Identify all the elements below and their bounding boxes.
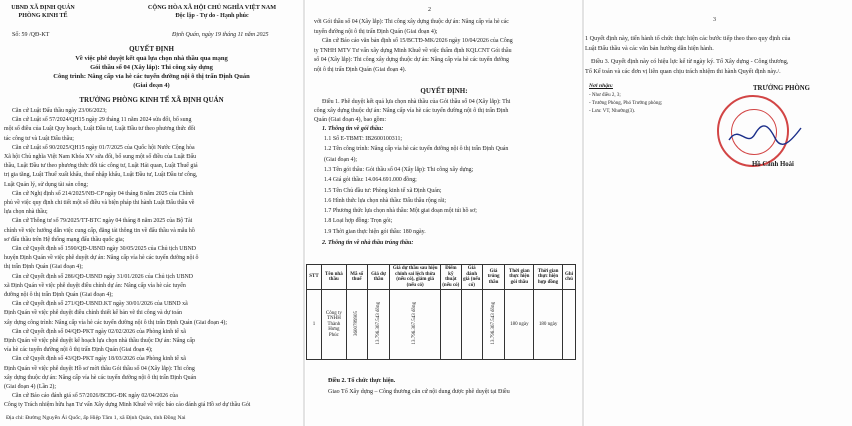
signer-name: Hồ Cảnh Hoài xyxy=(752,161,794,168)
text-line: Căn cứ Luật Đấu thầu ngày 23/06/2023; xyxy=(12,108,107,114)
table-header-row xyxy=(307,265,576,290)
text-line: 1.7 Phương thức lựa chọn nhà thầu: Một giai đoạn một túi hồ sơ; xyxy=(324,208,477,215)
text-line: Định Quán về việc phê duyệt điều chỉnh thiết kế bản vẽ thi công và dự toán xyxy=(4,310,182,317)
doc-number: Số: 59 /QĐ-KT xyxy=(12,32,50,38)
table-header: Thời gian thực hiện hợp đồng xyxy=(534,265,563,290)
table-cell xyxy=(367,290,390,360)
text-line: Căn cứ Luật số 57/2024/QH15 ngày 29 tháng 11 năm 2024 sửa đổi, bổ sung xyxy=(12,117,192,124)
table-header: STT xyxy=(307,265,322,290)
table-header: Điểm kỹ thuật (nếu có) xyxy=(442,266,460,288)
signature xyxy=(725,120,805,150)
text-line: 1.8 Loại hợp đồng: Trọn gói; xyxy=(324,218,393,225)
decision-subtitle-3: Công trình: Nâng cấp vỉa hè các tuyến đường nội ô thị trấn Định Quán xyxy=(53,73,250,80)
tax-code: 3600789905 xyxy=(353,310,359,336)
article-1-continued: Luật Đấu thầu và các văn bản hướng dẫn hiện hành. xyxy=(585,45,714,52)
document-page-2 xyxy=(306,0,582,426)
document-page-3 xyxy=(585,0,852,426)
table-cell: Công ty TNHH Thành Hưng Phúc xyxy=(321,290,346,360)
text-line: 1.1 Số E-TBMT: IB2600100311; xyxy=(324,136,403,142)
text-line: Căn cứ Quyết định số 04/QĐ-PKT ngày 02/02/2026 của Phòng kinh tế xã xyxy=(12,328,186,335)
section-1-title: 1. Thông tin về gói thầu: xyxy=(322,126,384,132)
decision-subtitle-1: Về việc phê duyệt kết quả lựa chọn nhà thầu qua mạng xyxy=(75,55,228,62)
recipient-item: - Lưu: VT, Nhường(3). xyxy=(589,109,636,114)
text-line: thị trấn Định Quán (Giai đoạn 4); xyxy=(4,264,83,271)
text-line: 1.4 Giá gói thầu: 14.064.691.000 đồng; xyxy=(324,177,417,184)
text-line: xây dựng thuộc dự án: Nâng cấp vỉa hè các tuyến đường nội ô thị trấn Định Quán xyxy=(4,374,197,381)
decision-subtitle-4: (Giai đoạn 4) xyxy=(133,82,170,89)
article-3-continued: Tổ Kế toán và các đơn vị liên quan chịu trách nhiệm thi hành Quyết định này./. xyxy=(585,68,781,75)
text-line: Xã hội Chủ nghĩa Việt Nam Khóa XV sửa đổi, bổ sung một số điều của Luật Đấu xyxy=(4,154,197,160)
text-line: Căn cứ Quyết định số 271/QĐ-UBND.KT ngày 30/01/2026 của UBND xã xyxy=(12,301,188,308)
text-line: 1.6 Hình thức lựa chọn nhà thầu: Đấu thầu rộng rãi; xyxy=(324,197,447,204)
table-header: Giá đánh giá (nếu có) xyxy=(463,266,481,288)
text-line: lựa chọn nhà thầu; xyxy=(4,209,48,216)
text-line: sơ đấu thầu trên Hệ thống mạng đấu thầu quốc gia; xyxy=(4,236,125,243)
text-line: Công ty Trách nhiệm hữu hạn Tư vấn Xây dựng Minh Khuê về việc báo cáo đánh giá Hồ sơ dự thầu Gói xyxy=(4,402,251,409)
text-line: với Gói thầu số 04 (Xây lắp): Thi công xây dựng thuộc dự án: Nâng cấp vỉa hè các xyxy=(314,19,509,25)
table-cell xyxy=(440,290,461,360)
page-number: 3 xyxy=(713,17,716,23)
text-line: thầu, Luật Đầu tư theo phương thức đối tác công tư, Luật Hải quan, Luật Thuế giá xyxy=(4,163,198,170)
text-line: (Giai đoạn 4); xyxy=(324,156,358,163)
text-line: Điều 1. Phê duyệt kết quả lựa chọn nhà thầu của Gói thầu số 04 (Xây lắp): Thi xyxy=(322,99,511,105)
text-line: một số điều của Luật Quy hoạch, Luật Đầu tư, Luật Đầu tư theo phương thức đối xyxy=(4,126,196,133)
text-line: tuyến đường nội ô thị trấn Định Quán (Giai đoạn 4); xyxy=(314,28,438,35)
table-cell xyxy=(562,290,575,360)
table-header: Thời gian thực hiện gói thầu xyxy=(505,265,534,290)
winning-price: 13.796.367.543 đồng xyxy=(490,302,496,345)
text-line: chính về việc hướng dẫn việc cung cấp, đăng tải thông tin về đấu thầu và mẫu hồ xyxy=(4,227,195,234)
authority-heading: TRƯỞNG PHÒNG KINH TẾ XÃ ĐỊNH QUÁN xyxy=(79,96,224,104)
text-line: Căn cứ Quyết định số 1590/QĐ-UBND ngày 30/05/2025 của Chủ tịch UBND xyxy=(12,246,196,252)
signer-title: TRƯỞNG PHÒNG xyxy=(753,85,810,92)
page-divider xyxy=(303,0,305,426)
table-cell xyxy=(482,290,505,360)
document-page-1 xyxy=(0,0,303,426)
text-line: trị gia tăng, Luật Thuế xuất khẩu, thuế nhập khẩu, Luật Đầu tư, Luật Đầu tư công, xyxy=(4,172,198,179)
page-number: 2 xyxy=(428,7,431,13)
text-line: tác công tư và Luật Đấu thầu; xyxy=(4,135,74,142)
text-line: Căn cứ Quyết định số 43/QĐ-PKT ngày 18/03/2026 của Phòng kinh tế xã xyxy=(12,356,186,363)
text-line: huyện Định Quán về việc phê duyệt dự án: Nâng cấp vỉa hè các tuyến đường nội ô xyxy=(4,255,199,262)
text-line: Căn cứ Báo cáo đánh giá số 57/2026/BCĐG-ĐK ngày 02/04/2026 của xyxy=(12,393,178,400)
article-2-title: Điều 2. Tổ chức thực hiện. xyxy=(328,378,396,384)
org-department: PHÒNG KINH TẾ xyxy=(18,13,68,19)
adjusted-bid-price: 13.796.367.543 đồng xyxy=(412,302,418,345)
text-line: Định Quán về việc phê duyệt Hồ sơ mời thầu Gói thầu số 04 (Xây lắp): Thi công xyxy=(4,365,195,372)
text-line: số 04 (Xây lắp): Thi công xây dựng thuộc dự án: Nâng cấp vỉa hè các tuyến đường xyxy=(314,57,509,63)
table-header: Mã số thuế xyxy=(346,265,367,290)
decision-subtitle-2: Gói thầu số 04 (Xây lắp): Thi công xây dựng xyxy=(90,64,213,71)
table-cell: 1 xyxy=(307,290,322,360)
table-row xyxy=(307,290,576,360)
table-header: Giá dự thầu sau hiệu chỉnh sai lệch thừa (nếu có), giảm giá (nếu có) xyxy=(390,265,440,290)
table-header: Giá trúng thầu xyxy=(482,265,505,290)
text-line: Căn cứ Quyết định số 286/QĐ-UBND ngày 31/01/2026 của Chủ tịch UBND xyxy=(12,273,194,280)
text-line: Căn cứ Thông tư số 79/2025/TT-BTC ngày 04 tháng 8 năm 2025 của Bộ Tài xyxy=(12,218,193,225)
recipients-title: Nơi nhận: xyxy=(589,83,613,89)
article-3: Điều 3. Quyết định này có hiệu lực kể từ ngày ký. Tổ Xây dựng - Công thương, xyxy=(591,58,789,65)
text-line: đường nội ô thị trấn Định Quán (Giai đoạn 4); xyxy=(4,292,113,298)
table-cell: 180 ngày xyxy=(534,290,563,360)
text-line: vỉa hè các tuyến đường nội ô thị trấn Định Quán (Giai đoạn 4); xyxy=(4,347,153,354)
table-cell xyxy=(390,290,440,360)
text-line: 1.5 Tên Chủ đầu tư: Phòng kinh tế xã Định Quán; xyxy=(324,187,442,194)
text-line: Căn cứ Nghị định số 214/2025/NĐ-CP ngày 04 tháng 8 năm 2025 của Chính xyxy=(12,190,194,197)
org-name: UBND XÃ ĐỊNH QUÁN xyxy=(11,5,75,11)
text-line: 1.3 Tên gói thầu: Gói thầu số 04 (Xây lắp): Thi công xây dựng; xyxy=(324,166,474,173)
text-line: công xây dựng thuộc dự án: Nâng cấp vỉa hè các tuyến đường nội ô thị trấn Định xyxy=(314,108,509,114)
table-header: Giá dự thầu xyxy=(367,265,390,290)
article-2-text: Giao Tổ Xây dựng – Công thương căn cứ nội dung được phê duyệt tại Điều xyxy=(328,389,510,395)
section-2-title: 2. Thông tin về nhà thầu trúng thầu: xyxy=(322,240,414,246)
article-1-continued: 1 Quyết định này, tiến hành tổ chức thực hiện các bước tiếp theo theo quy định của xyxy=(585,35,791,42)
table-header: Tên nhà thầu xyxy=(321,265,346,290)
recipient-item: - Như điều 2, 3; xyxy=(589,93,621,98)
text-line: nội ô thị trấn Định Quán (Giai đoạn 4). xyxy=(314,66,407,73)
text-line: ty TNHH MTV Tư vấn xây dựng Minh Khuê về việc thẩm định KQLCNT Gói thầu xyxy=(314,47,512,54)
text-line: 1.2 Tên công trình: Nâng cấp vỉa hè các tuyến đường nội ô thị trấn Định Quán xyxy=(324,146,509,153)
text-line: phủ về việc quy định chi tiết một số điều và biện pháp thi hành Luật Đấu thầu về xyxy=(4,200,195,206)
text-line: Căn cứ Luật số 90/2025/QH15 ngày 01/7/2025 của Quốc hội Nước Cộng hòa xyxy=(12,144,195,151)
page-divider xyxy=(582,0,584,426)
decide-heading: QUYẾT ĐỊNH: xyxy=(420,87,468,95)
text-line: Luật Quản lý, sử dụng tài sản công; xyxy=(4,181,89,188)
text-line: Quán (Giai đoạn 4), bao gồm: xyxy=(314,117,386,123)
recipient-item: - Trưởng Phòng, Phó Trưởng phòng; xyxy=(589,101,663,106)
bid-price: 13.796.367.543 đồng xyxy=(375,302,381,345)
text-line: xây dựng công trình: Nâng cấp vỉa hè các tuyến đường nội ô thị trấn Định Quán (Giai đoạn 4); xyxy=(4,319,227,326)
text-line: xã Định Quán về việc phê duyệt điều chỉnh dự án: Nâng cấp vỉa hè các tuyến xyxy=(4,282,186,289)
decision-title: QUYẾT ĐỊNH xyxy=(129,45,174,53)
text-line: (Giai đoạn 4) (Lần 2); xyxy=(4,384,57,390)
table-cell xyxy=(461,290,482,360)
text-line: Định Quán về việc phê duyệt kế hoạch lựa chọn nhà thầu thuộc Dự án: Nâng cấp xyxy=(4,338,195,344)
motto: Độc lập - Tự do - Hạnh phúc xyxy=(175,13,249,19)
table-cell xyxy=(346,290,367,360)
table-header: Ghi chú xyxy=(562,265,575,290)
place-date: Định Quán, ngày 19 tháng 11 năm 2025 xyxy=(172,32,269,38)
text-line: 1.9 Thời gian thực hiện gói thầu: 180 ngày. xyxy=(324,228,426,235)
winning-bidder-table xyxy=(306,264,576,360)
republic-header: CỘNG HÒA XÃ HỘI CHỦ NGHĨA VIỆT NAM xyxy=(147,4,277,11)
text-line: Căn cứ Báo cáo văn bản định số 15/BCTĐ-MK/2026 ngày 10/04/2026 của Công xyxy=(322,38,513,44)
address-footer: Địa chỉ: Đường Nguyễn Ái Quốc, ấp Hiệp Tâm 1, xã Định Quán, tỉnh Đồng Nai xyxy=(6,415,186,421)
table-cell: 180 ngày xyxy=(505,290,534,360)
